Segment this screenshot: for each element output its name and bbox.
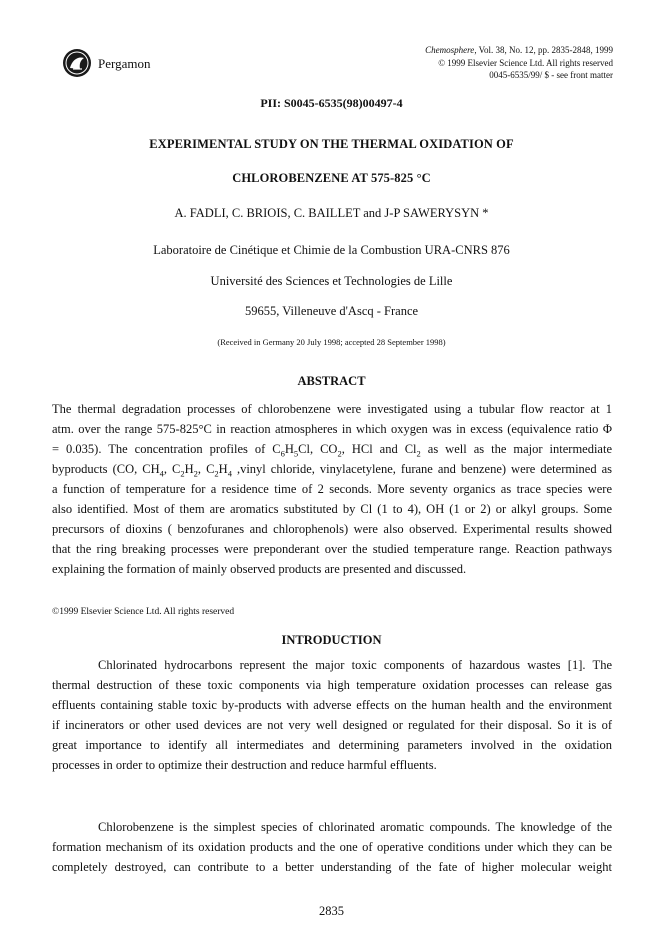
paragraph-line: completely destroyed, can contribute to a better understanding of the fate of higher molecular weight <box>52 860 612 874</box>
journal-name: Chemosphere <box>425 45 475 55</box>
paragraph-line: if incinerators or other used devices are not very well designed or regulated for their disposal. So it is of <box>52 718 612 732</box>
abstract-line: The thermal degradation processes of chlorobenzene were investigated using a tubular flow reactor at 1 <box>52 402 612 416</box>
received-dates: (Received in Germany 20 July 1998; accepted 28 September 1998) <box>217 337 446 347</box>
introduction-paragraph-1 <box>52 655 612 775</box>
affiliation-line-2: Université des Sciences et Technologies de Lille <box>210 274 453 288</box>
paper-title-line-1: EXPERIMENTAL STUDY ON THE THERMAL OXIDATION OF <box>149 137 514 151</box>
paragraph-line: Chlorinated hydrocarbons represent the major toxic components of hazardous wastes [1]. The <box>98 658 612 672</box>
author-list: A. FADLI, C. BRIOIS, C. BAILLET and J-P SAWERYSYN * <box>174 206 489 220</box>
paper-title-line-2: CHLOROBENZENE AT 575-825 °C <box>232 171 431 185</box>
paragraph-line: formation mechanism of its oxidation products and the one of operative conditions under which they can be <box>52 840 612 854</box>
copyright-line: © 1999 Elsevier Science Ltd. All rights reserved <box>438 57 613 68</box>
affiliation-line-1: Laboratoire de Cinétique et Chimie de la Combustion URA-CNRS 876 <box>153 243 510 257</box>
citation-line-1 <box>313 44 613 57</box>
publisher-name: Pergamon <box>98 56 151 71</box>
abstract-body <box>52 399 612 579</box>
paragraph-line: Chlorobenzene is the simplest species of chlorinated aromatic compounds. The knowledge of the <box>98 820 612 834</box>
page-number: 2835 <box>319 904 344 918</box>
abstract-line: that the ring breaking processes were preponderant over the studied temperature range. Reaction pathways <box>52 542 612 556</box>
abstract-line: byproducts (CO, $CH_4$, $C_2H_2$, $C_2H_4$ ,vinyl chloride, vinylacetylene, furane and benzene) were determined as <box>52 462 613 479</box>
introduction-paragraph-2 <box>52 817 612 877</box>
pii-identifier: PII: S0045-6535(98)00497-4 <box>260 96 403 110</box>
paragraph-line: thermal destruction of these toxic components via high temperature oxidation processes can release gas <box>52 678 612 692</box>
volume-info: , Vol. 38, No. 12, pp. 2835-2848, 1999 <box>474 45 613 55</box>
abstract-heading: ABSTRACT <box>297 374 366 388</box>
abstract-line: a function of temperature for a residence time of 2 seconds. More seventy organics as trace species were <box>52 482 612 496</box>
paragraph-line: processes in order to optimize their destruction and reduce harmful effluents. <box>52 758 437 772</box>
abstract-copyright: ©1999 Elsevier Science Ltd. All rights reserved <box>52 607 235 617</box>
paragraph-line: effluents containing stable toxic by-products with adverse effects on the human health and the environment <box>52 698 612 712</box>
introduction-heading: INTRODUCTION <box>281 633 382 647</box>
abstract-line: also identified. Most of them are aromatics substituted by Cl (1 to 4), OH (1 or 2) or alkyl groups. Some <box>52 502 612 516</box>
abstract-line: = 0.035). The concentration profiles of $C_6H_5Cl$, $CO_2$, HCl and $Cl_2$ as well as the major intermediate <box>52 442 613 459</box>
abstract-line: precursors of dioxins ( benzofuranes and chlorophenols) were also observed. Experimental results showed <box>52 522 612 536</box>
affiliation-line-3: 59655, Villeneuve d'Ascq - France <box>244 304 419 318</box>
citation-block <box>313 44 613 82</box>
abstract-line: explaining the formation of mainly observed products are presented and discussed. <box>52 562 467 576</box>
abstract-line: atm. over the range 575-825°C in reaction atmospheres in which oxygen was in excess (equivalence ratio Φ <box>52 422 612 436</box>
pergamon-logo-icon <box>62 48 92 78</box>
issn-line: 0045-6535/99/ $ - see front matter <box>489 70 613 80</box>
paragraph-line: great importance to identify all intermediates and determining parameters involved in the oxidation <box>52 738 612 752</box>
